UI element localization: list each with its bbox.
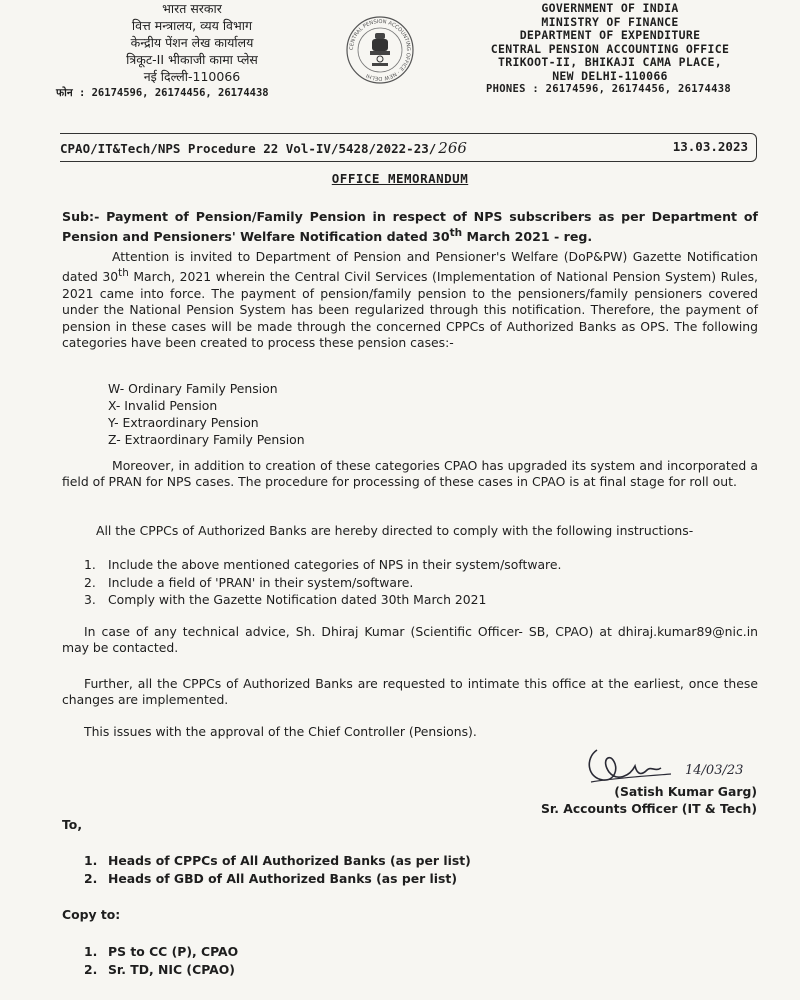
- hindi-line-1: भारत सरकार: [162, 1, 222, 16]
- english-line-5: TRIKOOT-II, BHIKAJI CAMA PLACE,: [498, 55, 722, 69]
- category-item: W- Ordinary Family Pension: [108, 381, 278, 396]
- copy-text: Sr. TD, NIC (CPAO): [108, 961, 235, 977]
- signatory-designation: Sr. Accounts Officer (IT & Tech): [540, 801, 757, 816]
- para1-text-1: Attention is invited to Department of Pension and Pensioner's Welfare (DoP&PW) Gazette Notification dated 30: [62, 249, 758, 285]
- reference-handwritten-number: 266: [438, 139, 467, 157]
- copy-list: [84, 943, 238, 978]
- instruction-number: 1.: [84, 557, 96, 572]
- paragraph-technical-advice: In case of any technical advice, Sh. Dhiraj Kumar (Scientific Officer- SB, CPAO) at dhiraj.kumar89@nic.in may be contacted.: [62, 624, 758, 656]
- copy-to-label: Copy to:: [62, 907, 121, 922]
- instruction-item: [84, 591, 561, 609]
- english-line-4: CENTRAL PENSION ACCOUNTING OFFICE: [490, 41, 730, 56]
- subject-text-1: Sub:- Payment of Pension/Family Pension in respect of NPS subscribers as per Department of Pension and Pensioners' Welfare Notification dated 30: [62, 209, 758, 245]
- recipient-text: Heads of GBD of All Authorized Banks (as per list): [108, 870, 457, 886]
- english-line-6: NEW DELHI-110066: [552, 68, 668, 83]
- category-item: Z- Extraordinary Family Pension: [108, 432, 305, 447]
- recipient-number: 2.: [84, 870, 98, 886]
- english-line-2: MINISTRY OF FINANCE: [541, 14, 679, 29]
- copy-number: 1.: [84, 944, 98, 959]
- hindi-line-2: वित्त मन्त्रालय, व्यय विभाग: [131, 18, 253, 33]
- copy-text: PS to CC (P), CPAO: [108, 944, 239, 959]
- hindi-line-5: नई दिल्ली-110066: [143, 69, 241, 84]
- seal-text: CENTRAL PENSION ACCOUNTING OFFICE · NEW DELHI: [348, 18, 412, 82]
- reference-number-text: CPAO/IT&Tech/NPS Procedure 22 Vol-IV/5428/2022-23/: [60, 141, 437, 156]
- page-title: [0, 171, 800, 186]
- copy-number: 2.: [84, 961, 98, 977]
- instruction-number: 3.: [84, 592, 96, 607]
- para1-text-2: March, 2021 wherein the Central Civil Services (Implementation of National Pension System) Rules, 2021 came into force. The payment of pension/family pension to the pensioners/family pensioners covered under the National Pension System has been regularized through this notification. Therefore, the payment of pension in these cases will be made through the concerned CPPCs of Authorized Banks as OPS. The following categories have been created to process these pension cases:-: [62, 269, 758, 351]
- recipient-text: Heads of CPPCs of All Authorized Banks (as per list): [108, 853, 471, 868]
- hindi-phone: फोन : 26174596, 26174456, 26174438: [56, 87, 269, 99]
- category-item: X- Invalid Pension: [108, 398, 218, 413]
- category-list: [108, 380, 305, 448]
- hindi-letterhead: [56, 0, 322, 102]
- english-line-1: GOVERNMENT OF INDIA: [541, 1, 679, 15]
- instruction-item: [84, 574, 561, 592]
- instruction-text: Comply with the Gazette Notification dated 30th March 2021: [108, 592, 487, 607]
- recipient-item: [84, 870, 471, 888]
- to-label: To,: [62, 817, 83, 832]
- office-seal-icon: [345, 15, 415, 85]
- reference-number: [60, 139, 467, 157]
- english-phone: PHONES : 26174596, 26174456, 26174438: [486, 83, 731, 95]
- recipient-number: 1.: [84, 853, 98, 868]
- instruction-number: 2.: [84, 574, 96, 590]
- paragraph-further: Further, all the CPPCs of Authorized Banks are requested to intimate this office at the earliest, once these changes are implemented.: [62, 676, 758, 708]
- subject-text-2: March 2021 - reg.: [462, 229, 593, 245]
- instruction-list: [84, 556, 561, 609]
- page-title-text: OFFICE MEMORANDUM: [331, 171, 469, 186]
- copy-item: [84, 961, 238, 979]
- reference-box: [60, 133, 757, 162]
- paragraph-approval: This issues with the approval of the Chief Controller (Pensions).: [84, 724, 477, 739]
- recipient-list: [84, 852, 471, 887]
- paragraph-directive: All the CPPCs of Authorized Banks are hereby directed to comply with the following instructions-: [96, 523, 694, 538]
- instruction-text: Include the above mentioned categories of NPS in their system/software.: [108, 557, 562, 572]
- signatory-name: (Satish Kumar Garg): [614, 784, 757, 799]
- english-letterhead: [460, 2, 760, 97]
- subject-line: [62, 208, 758, 245]
- instruction-text: Include a field of 'PRAN' in their system/software.: [108, 574, 414, 590]
- recipient-item: [84, 852, 471, 870]
- paragraph-moreover: Moreover, in addition to creation of these categories CPAO has upgraded its system and incorporated a field of PRAN for NPS cases. The procedure for processing of these cases in CPAO is at final stage for roll out.: [62, 458, 758, 490]
- subject-sup: th: [449, 227, 463, 239]
- reference-date: 13.03.2023: [672, 139, 748, 154]
- para1-sup: th: [118, 267, 129, 280]
- hindi-line-4: त्रिकूट-II भीकाजी कामा प्लेस: [126, 52, 258, 67]
- hindi-line-3: केन्द्रीय पेंशन लेख कार्यालय: [130, 35, 254, 50]
- copy-item: [84, 943, 238, 961]
- signature-date: 14/03/23: [685, 763, 744, 778]
- paragraph-attention: [62, 249, 758, 352]
- category-item: Y- Extraordinary Pension: [108, 415, 259, 430]
- english-line-3: DEPARTMENT OF EXPENDITURE: [519, 28, 701, 42]
- instruction-item: [84, 556, 561, 574]
